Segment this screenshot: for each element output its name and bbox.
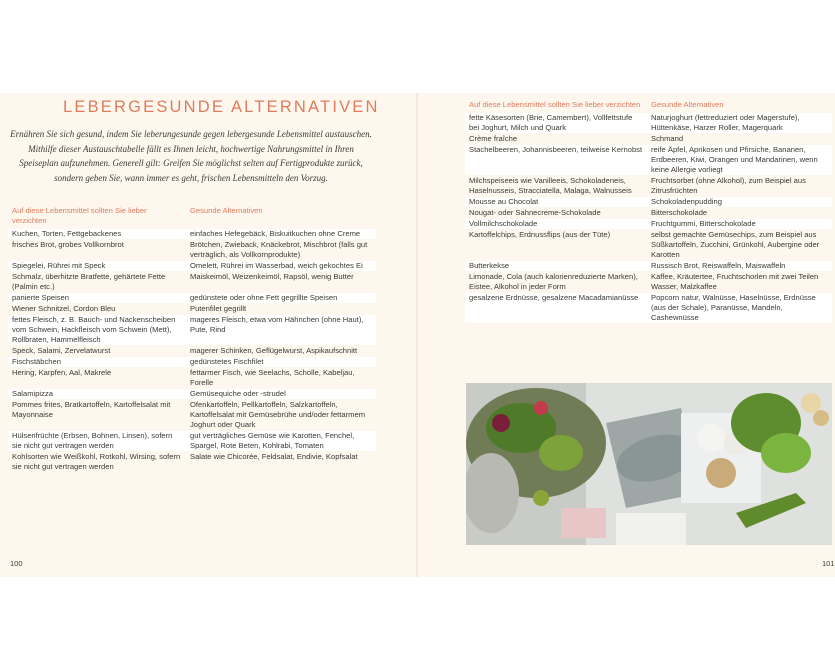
table-row: [8, 272, 376, 292]
avoid-food-cell: Kuchen, Torten, Fettgebackenes: [8, 229, 186, 239]
avoid-food-cell: Fischstäbchen: [8, 357, 186, 367]
table-row: [465, 272, 832, 292]
avoid-food-cell: Hülsenfrüchte (Erbsen, Bohnen, Linsen), sofern sie nicht gut vertragen werden: [8, 431, 186, 451]
table-header-row: [465, 100, 832, 112]
alternative-food-cell: Putenfilet gegrillt: [190, 304, 247, 313]
alternative-food-cell: Naturjoghurt (fettreduziert oder Magerstufe), Hüttenkäse, Harzer Roller, Magerquark: [647, 113, 832, 133]
table-row: [8, 357, 376, 367]
table-row: [465, 134, 832, 144]
table-row: [465, 176, 832, 196]
avoid-food-cell: gesalzene Erdnüsse, gesalzene Macadamianüsse: [465, 293, 647, 323]
avoid-food-cell: Limonade, Cola (auch kalorienreduzierte Marken), Eistee, Alkohol in jeder Form: [469, 272, 638, 291]
alternative-food-cell: selbst gemachte Gemüsechips, zum Beispiel aus Süßkartoffeln, Zucchini, Grünkohl, Aubergine oder Karotten: [651, 230, 820, 259]
avoid-food-cell: Hering, Karpfen, Aal, Makrele: [12, 368, 112, 377]
avoid-food-cell: Nougat- oder Sahnecreme-Schokolade: [469, 208, 601, 217]
table-row: [465, 208, 832, 218]
avoid-food-cell: Kohlsorten wie Weißkohl, Rotkohl, Wirsing, sofern sie nicht gut vertragen werden: [12, 452, 181, 471]
alternative-food-cell: Ofenkartoffeln, Pellkartoffeln, Salzkartoffeln, Kartoffelsalat mit Gemüsebrühe und/oder fettarmem Joghurt oder Quark: [190, 400, 366, 429]
table-row: [465, 293, 832, 323]
column-header-avoid: Auf diese Lebensmittel sollten Sie lieber verzichten: [469, 100, 641, 109]
table-row: [465, 145, 832, 175]
avoid-food-cell: Vollmilchschokolade: [465, 219, 647, 229]
table-row: [8, 346, 376, 356]
table-header-row: [8, 206, 376, 228]
avoid-food-cell: Salamipizza: [8, 389, 186, 399]
alternative-food-cell: Brötchen, Zwieback, Knäckebrot, Mischbrot (falls gut verträglich, als Vollkornprodukte): [190, 240, 368, 259]
avoid-food-cell: Kartoffelchips, Erdnussflips (aus der Tüte): [469, 230, 611, 239]
alternative-food-cell: Popcorn natur, Walnüsse, Haselnüsse, Erdnüsse (aus der Schale), Paranüsse, Mandeln, Cashewnüsse: [647, 293, 832, 323]
alternative-food-cell: fettarmer Fisch, wie Seelachs, Scholle, Kabeljau, Forelle: [190, 368, 355, 387]
alternative-food-cell: magerer Schinken, Geflügelwurst, Aspikaufschnitt: [190, 346, 358, 355]
alternative-food-cell: mageres Fleisch, etwa vom Hähnchen (ohne Haut), Pute, Rind: [186, 315, 376, 345]
avoid-food-cell: Pommes frites, Bratkartoffeln, Kartoffelsalat mit Mayonnaise: [12, 400, 171, 419]
table-row: [8, 452, 376, 472]
table-row: [8, 389, 376, 399]
avoid-food-cell: fettes Fleisch, z. B. Bauch- und Nackenscheiben vom Schwein, Hackfleisch vom Schwein (Mett), Rollbraten, Hammelfleisch: [8, 315, 186, 345]
column-header-alternatives: Gesunde Alternativen: [190, 206, 263, 215]
avoid-food-cell: Schmalz, überhitzte Bratfette, gehärtete Fette (Palmin etc.): [12, 272, 166, 291]
alternative-food-cell: Fruchtgummi, Bitterschokolade: [647, 219, 832, 229]
alternative-food-cell: gut verträgliches Gemüse wie Karotten, Fenchel, Spargel, Rote Beten, Kohlrabi, Tomaten: [186, 431, 376, 451]
table-row: [465, 219, 832, 229]
food-photo-icon: [466, 383, 832, 545]
table-row: [8, 240, 376, 260]
alternative-food-cell: Russisch Brot, Reiswaffeln, Maiswaffeln: [647, 261, 832, 271]
alternative-food-cell: gedünstete oder ohne Fett gegrillte Speisen: [186, 293, 376, 303]
avoid-food-cell: Spiegelei, Rührei mit Speck: [8, 261, 186, 271]
alternative-food-cell: reife Äpfel, Aprikosen und Pfirsiche, Bananen, Erdbeeren, Kiwi, Orangen und Mandarinen, wenn keine Allergie vorliegt: [647, 145, 832, 175]
table-row: [465, 261, 832, 271]
alternative-food-cell: gedünstetes Fischfilet: [186, 357, 376, 367]
column-header-avoid: Auf diese Lebensmittel sollten Sie lieber verzichten: [12, 206, 147, 225]
alternative-food-cell: Maiskeimöl, Weizenkeimöl, Rapsöl, wenig Butter: [190, 272, 354, 281]
alternative-food-cell: Fruchtsorbet (ohne Alkohol), zum Beispiel aus Zitrusfrüchten: [651, 176, 806, 195]
column-header-alternatives: Gesunde Alternativen: [651, 100, 724, 109]
book-spread: [0, 93, 835, 577]
table-row: [8, 400, 376, 430]
avoid-food-cell: panierte Speisen: [8, 293, 186, 303]
avoid-food-cell: Stachelbeeren, Johannisbeeren, teilweise Kernobst: [465, 145, 647, 175]
page-number-left: 100: [10, 559, 23, 568]
table-row: [465, 230, 832, 260]
intro-paragraph: Ernähren Sie sich gesund, indem Sie leberungesunde gegen lebergesunde Lebensmittel austauschen. Mithilfe dieser Austauschtabelle fällt es Ihnen leicht, hochwertige Nahrungsmittel in Ihren Speiseplan aufzunehmen. Generell gilt: Greifen Sie möglichst selten auf Fertigprodukte zurück, sondern geben Sie, wann immer es geht, frischen Lebensmitteln den Vorzug.: [10, 129, 372, 183]
page-number-right: 101: [822, 559, 835, 568]
avoid-food-cell: Wiener Schnitzel, Cordon Bleu: [12, 304, 116, 313]
avoid-food-cell: Butterkekse: [465, 261, 647, 271]
table-row: [465, 197, 832, 207]
alternative-food-cell: Gemüsequiche oder -strudel: [186, 389, 376, 399]
table-row: [8, 431, 376, 451]
alternative-food-cell: Omelett, Rührei im Wasserbad, weich gekochtes Ei: [186, 261, 376, 271]
page-title: LEBERGESUNDE ALTERNATIVEN: [63, 98, 380, 116]
table-row: [8, 368, 376, 388]
alternatives-table-left: [8, 205, 376, 473]
alternative-food-cell: einfaches Hefegebäck, Biskuitkuchen ohne Creme: [186, 229, 376, 239]
alternative-food-cell: Salate wie Chicorée, Feldsalat, Endivie, Kopfsalat: [190, 452, 358, 461]
avoid-food-cell: Crème fraîche: [469, 134, 518, 143]
table-row: [8, 229, 376, 239]
table-row: [8, 315, 376, 345]
alternative-food-cell: Kaffee, Kräutertee, Fruchtschorlen mit zwei Teilen Wasser, Malzkaffee: [651, 272, 819, 291]
avoid-food-cell: Mousse au Chocolat: [465, 197, 647, 207]
avoid-food-cell: Milchspeiseeis wie Vanilleeis, Schokoladeneis, Haselnusseis, Stracciatella, Malaga, Walnusseis: [469, 176, 632, 195]
alternatives-table-right: [465, 99, 832, 324]
alternative-food-cell: Schokoladenpudding: [647, 197, 832, 207]
table-row: [465, 113, 832, 133]
avoid-food-cell: Speck, Salami, Zervelatwurst: [12, 346, 111, 355]
table-row: [8, 293, 376, 303]
page-gutter: [416, 93, 418, 577]
table-row: [8, 304, 376, 314]
alternative-food-cell: Bitterschokolade: [651, 208, 708, 217]
avoid-food-cell: frisches Brot, grobes Vollkornbrot: [12, 240, 124, 249]
avoid-food-cell: fette Käsesorten (Brie, Camembert), Vollfettstufe bei Joghurt, Milch und Quark: [465, 113, 647, 133]
table-row: [8, 261, 376, 271]
alternative-food-cell: Schmand: [651, 134, 684, 143]
